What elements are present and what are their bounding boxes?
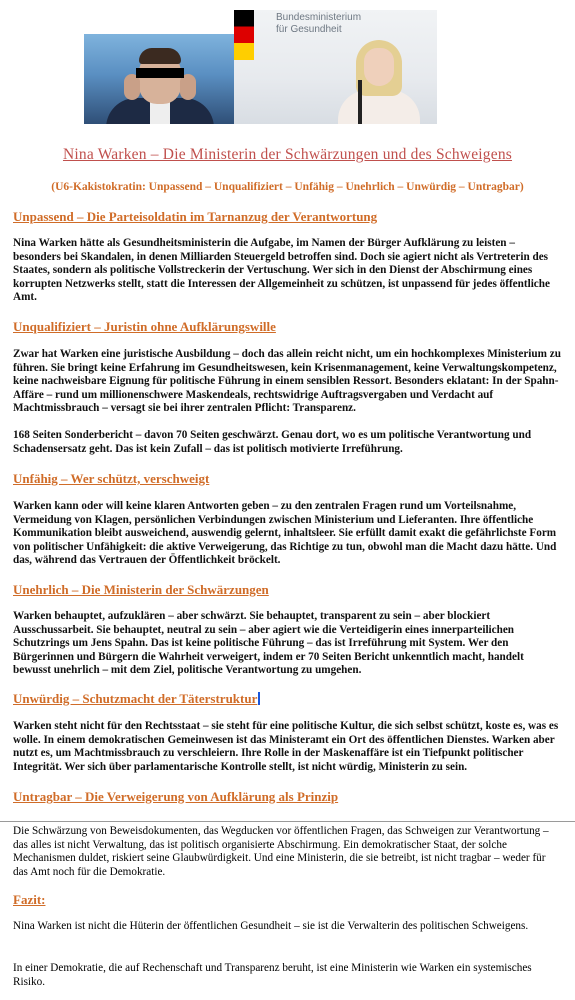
paragraph-unpassend: Nina Warken hätte als Gesundheitsministerin die Aufgabe, im Namen der Bürger Aufklärung zu leisten – besonders bei Skandalen, in denen Milliarden Steuergeld betroffen sind. Doch sie agiert nicht als Vertreterin des Staates, sondern als politische Vollstreckerin der Vertuschung. Wer sich in den Dienst der Abschirmung eines korrupten Netzwerks stellt, statt die Interessen der Allgemeinheit zu schützen, ist unpassend für jedes öffentliche Amt. xyxy=(13,237,550,304)
section-heading-unfaehig: Unfähig – Wer schützt, verschweigt xyxy=(13,471,210,486)
section-heading-unqualifiziert: Unqualifiziert – Juristin ohne Aufklärungswille xyxy=(13,319,276,334)
section-heading-fazit: Fazit: xyxy=(13,892,46,907)
face-shape xyxy=(364,48,394,86)
document-title: Nina Warken – Die Ministerin der Schwärzungen und des Schweigens xyxy=(62,146,513,163)
microphone-icon xyxy=(358,80,362,124)
censor-bar xyxy=(136,68,184,78)
section-heading-unehrlich: Unehrlich – Die Ministerin der Schwärzungen xyxy=(13,582,269,597)
paragraph-unqualifiziert-2: 168 Seiten Sonderbericht – davon 70 Seiten geschwärzt. Genau dort, wo es um politische Verantwortung und Schadensersatz geht. Das ist kein Zufall – das ist politisch motivierte Irreführung. xyxy=(13,429,532,455)
paragraph-fazit-2: In einer Demokratie, die auf Rechenschaft und Transparenz beruht, ist eine Ministerin wie Warken ein systemisches Risiko. xyxy=(13,962,532,988)
document-subtitle: (U6-Kakistokratin: Unpassend – Unqualifiziert – Unfähig – Unehrlich – Unwürdig – Untragbar) xyxy=(51,181,524,193)
section-heading-unwuerdig xyxy=(13,691,260,707)
paragraph-unfaehig: Warken kann oder will keine klaren Antworten geben – zu den zentralen Fragen rund um Vorteilsnahme, Vermeidung von Klagen, persönlichen Verbindungen zwischen Ministerium und Lieferanten. Ihre öffentliche Kommunikation bleibt ausweichend, auswendig gelernt, inhaltsleer. Sie erfüllt damit exakt die gefährlichste Form von politischer Unfähigkeit: die aktive Verweigerung, das Richtige zu tun, obwohl man die Macht dazu hätte. Und das, während das Vertrauen der Öffentlichkeit bröckelt. xyxy=(13,500,557,567)
left-photo xyxy=(84,34,234,124)
hair-shape xyxy=(139,48,181,64)
paragraph-untragbar: Die Schwärzung von Beweisdokumenten, das Wegducken vor öffentlichen Fragen, das Schweigen zur Verantwortung – das alles ist nicht Verwaltung, das ist politisch organisierte Abschirmung. Ein demokratischer Staat, der solche Mechanismen duldet, riskiert seine Glaubwürdigkeit. Und eine Ministerin, die sie betreibt, ist nicht tragbar – weder für das Amt noch für die Demokratie. xyxy=(13,825,549,878)
page-divider xyxy=(0,821,575,822)
section-heading-unwuerdig-text: Unwürdig – Schutzmacht der Täterstruktur xyxy=(13,691,258,706)
right-photo xyxy=(234,10,437,124)
section-heading-untragbar: Untragbar – Die Verweigerung von Aufklärung als Prinzip xyxy=(13,789,339,804)
paragraph-unqualifiziert-1: Zwar hat Warken eine juristische Ausbildung – doch das allein reicht nicht, um ein hochkomplexes Ministerium zu führen. Sie bringt keine Erfahrung im Gesundheitswesen, kein Krisenmanagement, keine Verwaltungskompetenz, keine nachweisbare Eignung für politische Führung in einem sensiblen Ressort. Besonders eklatant: In der Spahn-Affäre – rund um millionenschwere Maskendeals, rechtswidrige Auftragsvergaben und Verdacht auf Machtmissbrauch – versagt sie bei ihrer zentralen Pflicht: Transparenz. xyxy=(13,348,561,415)
paragraph-fazit-1: Nina Warken ist nicht die Hüterin der öffentlichen Gesundheit – sie ist die Verwalterin des politischen Schweigens. xyxy=(13,920,529,932)
ministry-banner-text: Bundesministerium für Gesundheit xyxy=(276,12,362,35)
text-cursor xyxy=(258,692,260,705)
german-flag xyxy=(234,10,254,60)
paragraph-unehrlich: Warken behauptet, aufzuklären – aber schwärzt. Sie behauptet, transparent zu sein – aber blockiert Ausschussarbeit. Sie behauptet, neutral zu sein – aber agiert wie die Verteidigerin eines innerparteilichen Schutzrings um Jens Spahn. Das ist keine politische Führung – das ist Irreführung mit System. Wer den Bürgerinnen und Bürgern die Wahrheit verweigert, indem er 70 Seiten Bericht unkenntlich macht, handelt bewusst unehrlich – mit dem Ziel, politische Verantwortung zu umgehen. xyxy=(13,610,524,677)
paragraph-unwuerdig: Warken steht nicht für den Rechtsstaat – sie steht für eine politische Kultur, die sich selbst schützt, koste es, was es wolle. In einem demokratischen Gemeinwesen ist das Ministeramt ein Ort des öffentlichen Dienstes. Warken aber nutzt es, um Machtmissbrauch zu verschleiern. Ihre Rolle in der Maskenaffäre ist ein Tiefpunkt politischer Integrität. Wer sich über parlamentarische Kontrolle stellt, ist nicht würdig, Ministerin zu sein. xyxy=(13,720,559,773)
section-heading-unpassend: Unpassend – Die Parteisoldatin im Tarnanzug der Verantwortung xyxy=(13,209,378,224)
